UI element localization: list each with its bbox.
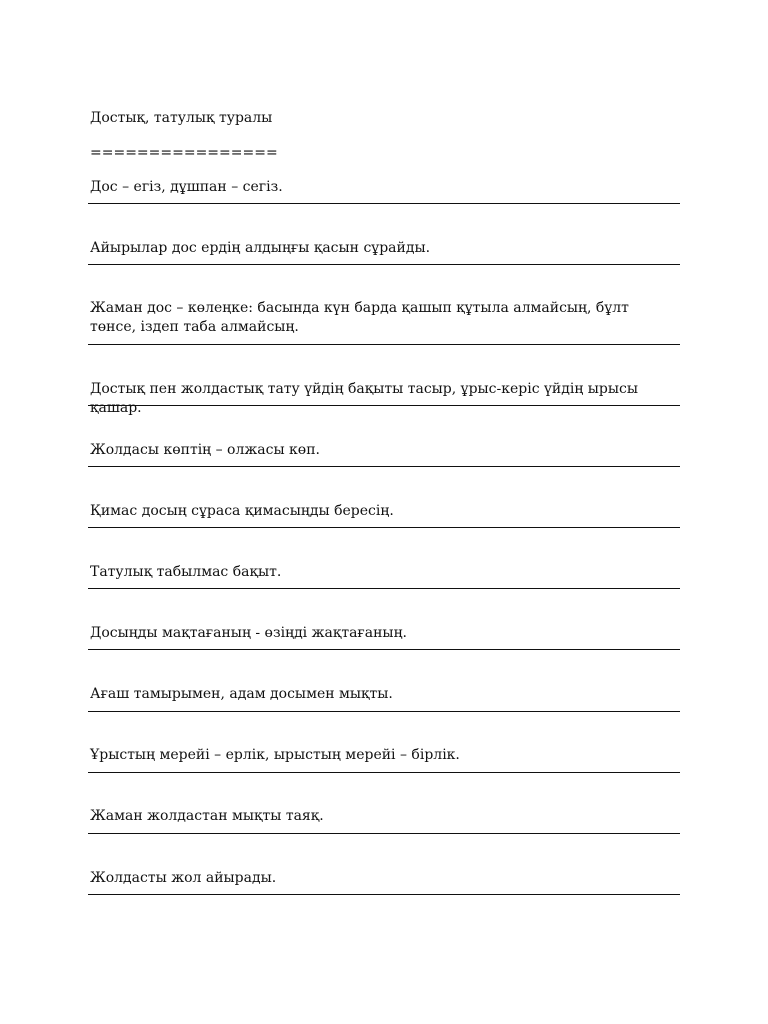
item-rule	[88, 203, 680, 204]
item-rule	[88, 344, 680, 345]
item-rule	[88, 264, 680, 265]
item-rule	[88, 649, 680, 650]
item-rule	[88, 527, 680, 528]
proverb-item: Дос – егіз, дұшпан – сегіз.	[90, 179, 283, 195]
proverb-item: Жаман жолдастан мықты таяқ.	[90, 808, 324, 824]
item-rule	[88, 405, 680, 406]
item-rule	[88, 772, 680, 773]
document-title: Достық, татулық туралы	[90, 110, 273, 126]
item-rule	[88, 894, 680, 895]
item-rule	[88, 833, 680, 834]
item-rule	[88, 588, 680, 589]
proverb-item: Жолдасты жол айырады.	[90, 870, 277, 886]
proverb-item: Ағаш тамырымен, адам досымен мықты.	[90, 686, 393, 702]
proverb-item: Айырылар дос ердің алдыңғы қасын сұрайды.	[90, 240, 431, 256]
separator-line: ================	[90, 145, 278, 161]
proverb-item: Досыңды мақтағаның - өзіңді жақтағаның.	[90, 625, 407, 641]
item-rule	[88, 466, 680, 467]
proverb-item: Достық пен жолдастық тату үйдің бақыты тасыр, ұрыс-керіс үйдің ырысы қашар.	[90, 381, 639, 416]
proverb-item: Жаман дос – көлеңке: басында күн барда қашып құтыла алмайсың, бұлт төнсе, іздеп таба алмайсың.	[90, 300, 629, 335]
proverb-item: Қимас досың сұраса қимасыңды бересің.	[90, 503, 394, 519]
item-rule	[88, 711, 680, 712]
proverb-item: Ұрыстың мерейі – ерлік, ырыстың мерейі – бірлік.	[90, 747, 460, 763]
proverb-item: Жолдасы көптің – олжасы көп.	[90, 442, 321, 458]
proverb-item: Татулық табылмас бақыт.	[90, 564, 282, 580]
